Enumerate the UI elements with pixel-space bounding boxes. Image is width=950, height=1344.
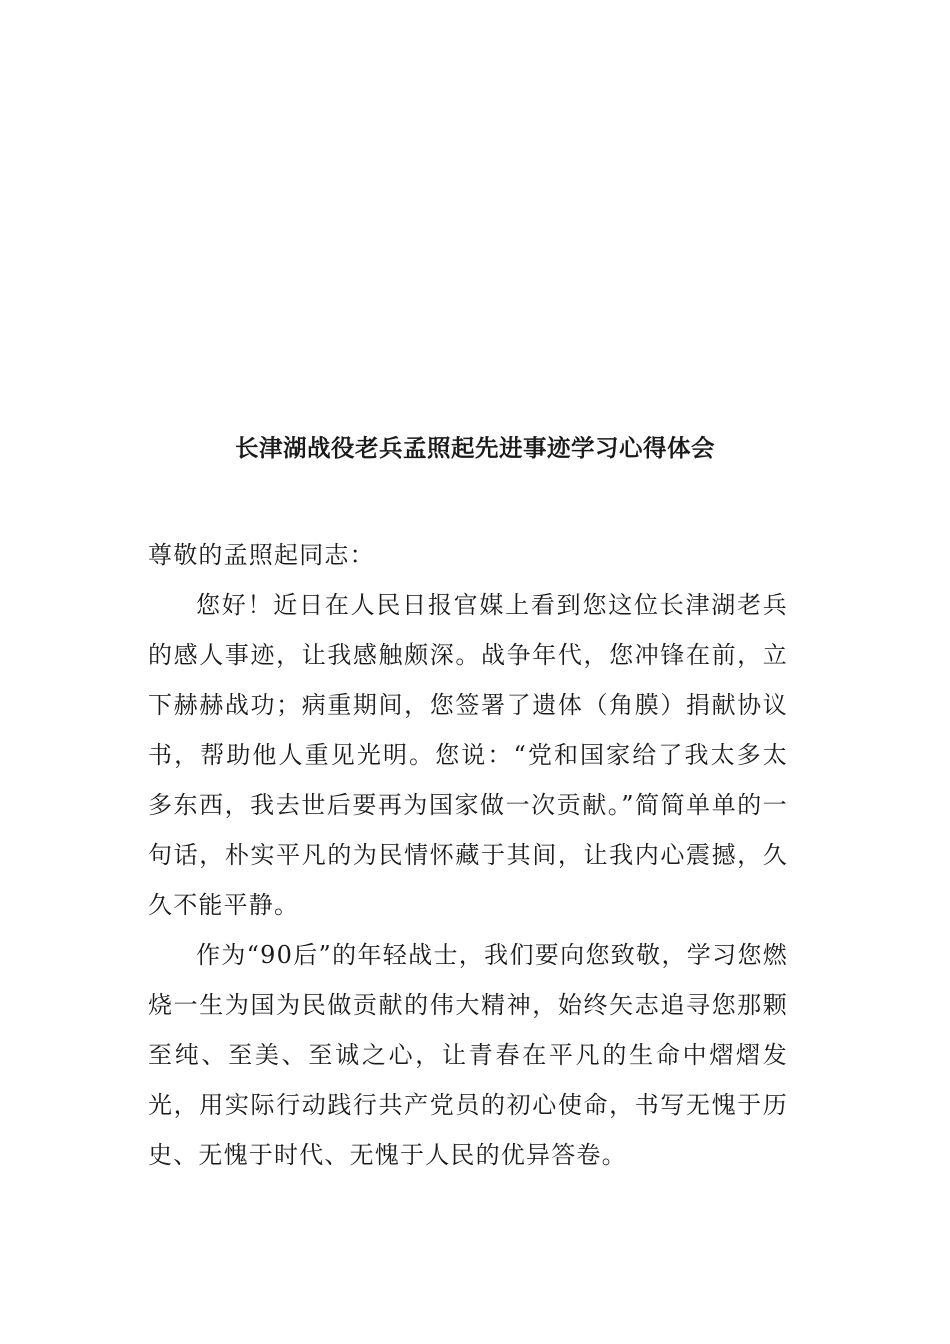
document-title: 长津湖战役老兵孟照起先进事迹学习心得体会 [235,434,715,462]
body-paragraph-1: 您好！近日在人民日报官媒上看到您这位长津湖老兵的感人事迹，让我感触颇深。战争年代，您冲锋在前，立下赫赫战功；病重期间，您签署了遗体（角膜）捐献协议书，帮助他人重见光明。您说：“党和国家给了我太多太多东西，我去世后要再为国家做一次贡献。”简简单单的一句话，朴实平凡的为民情怀藏于其间，让我内心震撼，久久不能平静。 [148,591,788,919]
body-paragraph-2: 作为“90后”的年轻战士，我们要向您致敬，学习您燃烧一生为国为民做贡献的伟大精神，始终矢志追寻您那颗至纯、至美、至诚之心，让青春在平凡的生命中熠熠发光，用实际行动践行共产党员的初心使命，书写无愧于历史、无愧于时代、无愧于人民的优异答卷。 [148,941,788,1169]
salutation: 尊敬的孟照起同志： [148,541,375,569]
document-body [148,530,788,1180]
